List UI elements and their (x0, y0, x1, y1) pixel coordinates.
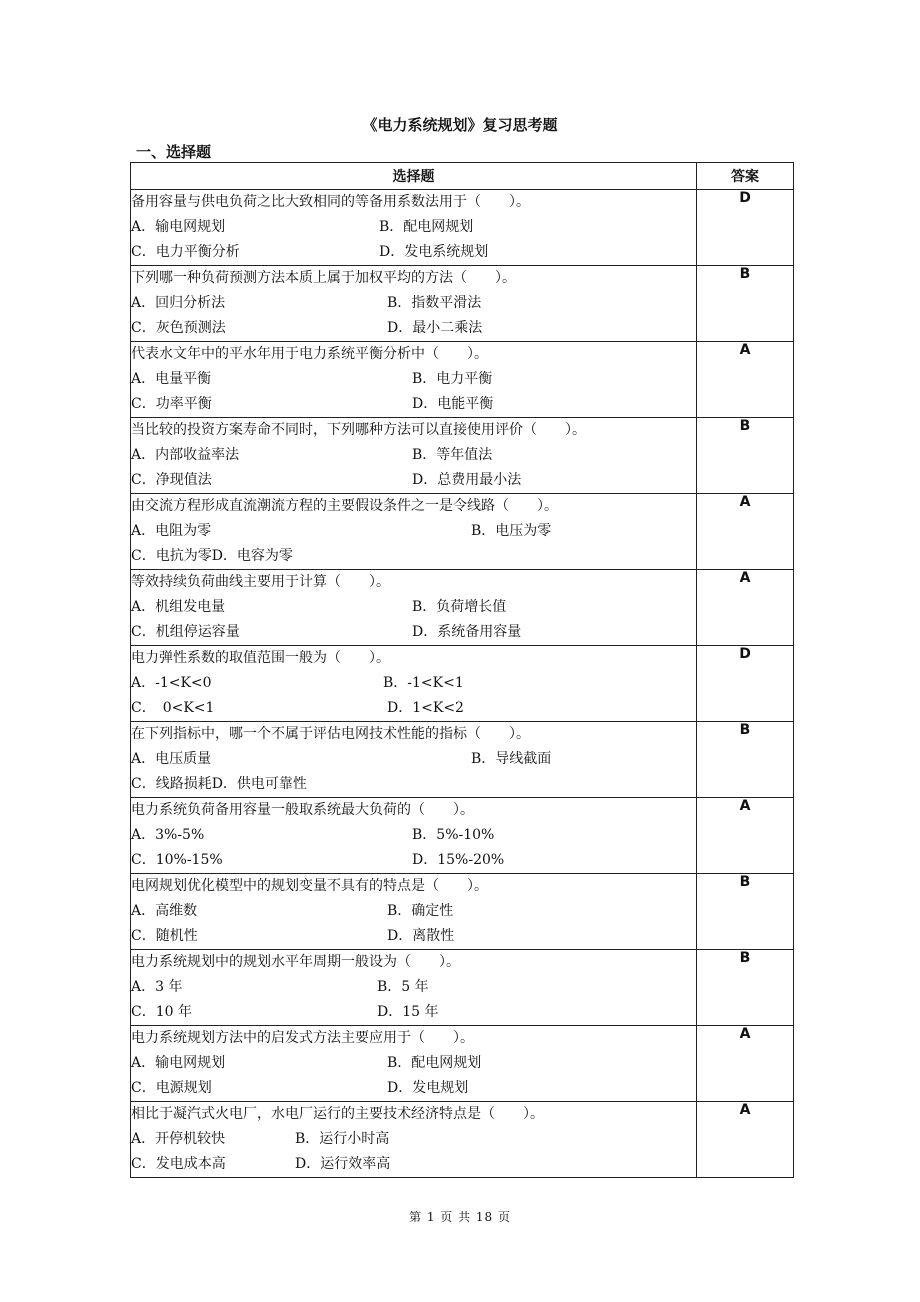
question-table (130, 162, 794, 1178)
option-b: B．-1<K<1 (383, 675, 464, 691)
option-d: D．离散性 (387, 928, 455, 944)
question-stem: 电力弹性系数的取值范围一般为（ ）。 (131, 650, 390, 666)
option-a: A．输电网规划 (131, 1055, 226, 1071)
option-b: B．5%-10% (412, 827, 495, 843)
option-a: A．电量平衡 (131, 371, 212, 387)
answer-cell: B (697, 266, 794, 342)
question-stem: 电力系统规划中的规划水平年周期一般设为（ ）。 (131, 954, 460, 970)
option-d: D．15%-20% (412, 852, 505, 868)
section-heading: 一、选择题 (136, 143, 212, 161)
option-c: C．电力平衡分析 (131, 244, 240, 260)
option-a: A．电阻为零 (131, 523, 212, 539)
question-cell (131, 494, 697, 570)
option-d: D．15 年 (377, 1004, 439, 1020)
answer-cell: A (697, 342, 794, 418)
option-d: D．最小二乘法 (387, 320, 483, 336)
question-cell (131, 266, 697, 342)
option-b: B．配电网规划 (387, 1055, 482, 1071)
question-cell (131, 646, 697, 722)
table-row (131, 646, 794, 722)
question-cell (131, 722, 697, 798)
table-row (131, 266, 794, 342)
answer-cell: B (697, 418, 794, 494)
question-cell (131, 570, 697, 646)
option-d: D．电能平衡 (412, 396, 494, 412)
option-c: C．净现值法 (131, 472, 212, 488)
option-d: D．1<K<2 (387, 700, 464, 716)
option-a: A．3 年 (131, 979, 183, 995)
question-stem: 电力系统规划方法中的启发式方法主要应用于（ ）。 (131, 1030, 474, 1046)
option-a: A．回归分析法 (131, 295, 226, 311)
table-row (131, 798, 794, 874)
table-row (131, 494, 794, 570)
option-cd: C．电抗为零D．电容为零 (131, 548, 293, 564)
option-a: A．3%-5% (131, 827, 205, 843)
option-a: A．机组发电量 (131, 599, 226, 615)
option-c: C．发电成本高 (131, 1156, 226, 1172)
option-c: C．随机性 (131, 928, 198, 944)
question-stem: 下列哪一种负荷预测方法本质上属于加权平均的方法（ ）。 (131, 270, 516, 286)
question-stem: 电网规划优化模型中的规划变量不具有的特点是（ ）。 (131, 878, 488, 894)
option-b: B．电压为零 (471, 523, 552, 539)
question-stem: 备用容量与供电负荷之比大致相同的等备用系数法用于（ ）。 (131, 194, 530, 210)
question-cell (131, 1026, 697, 1102)
option-a: A．-1<K<0 (131, 675, 212, 691)
header-answer: 答案 (697, 163, 794, 190)
header-question: 选择题 (131, 163, 697, 190)
option-b: B．导线截面 (471, 751, 552, 767)
answer-cell: A (697, 494, 794, 570)
option-d: D．系统备用容量 (412, 624, 522, 640)
option-b: B．配电网规划 (379, 219, 474, 235)
question-stem: 代表水文年中的平水年用于电力系统平衡分析中（ ）。 (131, 346, 488, 362)
option-c: C．10%-15% (131, 852, 223, 868)
question-stem: 电力系统负荷备用容量一般取系统最大负荷的（ ）。 (131, 802, 474, 818)
table-row (131, 342, 794, 418)
option-c: C． 0<K<1 (131, 700, 215, 716)
question-cell (131, 950, 697, 1026)
option-c: C．灰色预测法 (131, 320, 226, 336)
question-cell (131, 874, 697, 950)
question-stem: 等效持续负荷曲线主要用于计算（ ）。 (131, 574, 390, 590)
table-row (131, 950, 794, 1026)
answer-cell: D (697, 646, 794, 722)
page-footer: 第 1 页 共 18 页 (409, 1210, 511, 1224)
question-cell (131, 798, 697, 874)
option-c: C．电源规划 (131, 1080, 212, 1096)
question-cell (131, 418, 697, 494)
option-c: C．10 年 (131, 1004, 192, 1020)
table-header-row (131, 163, 794, 190)
question-stem: 由交流方程形成直流潮流方程的主要假设条件之一是令线路（ ）。 (131, 498, 558, 514)
option-a: A．输电网规划 (131, 219, 226, 235)
option-b: B．确定性 (387, 903, 454, 919)
option-c: C．机组停运容量 (131, 624, 240, 640)
option-b: B．等年值法 (412, 447, 493, 463)
option-d: D．总费用最小法 (412, 472, 522, 488)
option-c: C．功率平衡 (131, 396, 212, 412)
option-cd: C．线路损耗D．供电可靠性 (131, 776, 307, 792)
option-b: B．负荷增长值 (412, 599, 507, 615)
option-a: A．开停机较快 (131, 1131, 226, 1147)
question-cell (131, 1102, 697, 1178)
answer-cell: B (697, 874, 794, 950)
page-title: 《电力系统规划》复习思考题 (362, 116, 558, 134)
answer-cell: B (697, 722, 794, 798)
question-stem: 当比较的投资方案寿命不同时，下列哪种方法可以直接使用评价（ ）。 (131, 422, 586, 438)
option-a: A．内部收益率法 (131, 447, 240, 463)
answer-cell: A (697, 798, 794, 874)
option-d: D．发电规划 (387, 1080, 469, 1096)
table-row (131, 190, 794, 266)
option-b: B．指数平滑法 (387, 295, 482, 311)
option-a: A．高维数 (131, 903, 198, 919)
answer-cell: A (697, 1102, 794, 1178)
option-a: A．电压质量 (131, 751, 212, 767)
answer-cell: A (697, 1026, 794, 1102)
option-d: D．运行效率高 (295, 1156, 391, 1172)
question-cell (131, 190, 697, 266)
table-row (131, 418, 794, 494)
option-d: D．发电系统规划 (379, 244, 489, 260)
answer-cell: B (697, 950, 794, 1026)
option-b: B．电力平衡 (412, 371, 493, 387)
question-stem: 在下列指标中，哪一个不属于评估电网技术性能的指标（ ）。 (131, 726, 530, 742)
option-b: B．运行小时高 (295, 1131, 390, 1147)
answer-cell: D (697, 190, 794, 266)
question-cell (131, 342, 697, 418)
table-row (131, 1026, 794, 1102)
table-row (131, 722, 794, 798)
table-row (131, 570, 794, 646)
question-stem: 相比于凝汽式火电厂，水电厂运行的主要技术经济特点是（ ）。 (131, 1106, 544, 1122)
option-b: B．5 年 (377, 979, 429, 995)
table-row (131, 874, 794, 950)
answer-cell: A (697, 570, 794, 646)
table-row (131, 1102, 794, 1178)
